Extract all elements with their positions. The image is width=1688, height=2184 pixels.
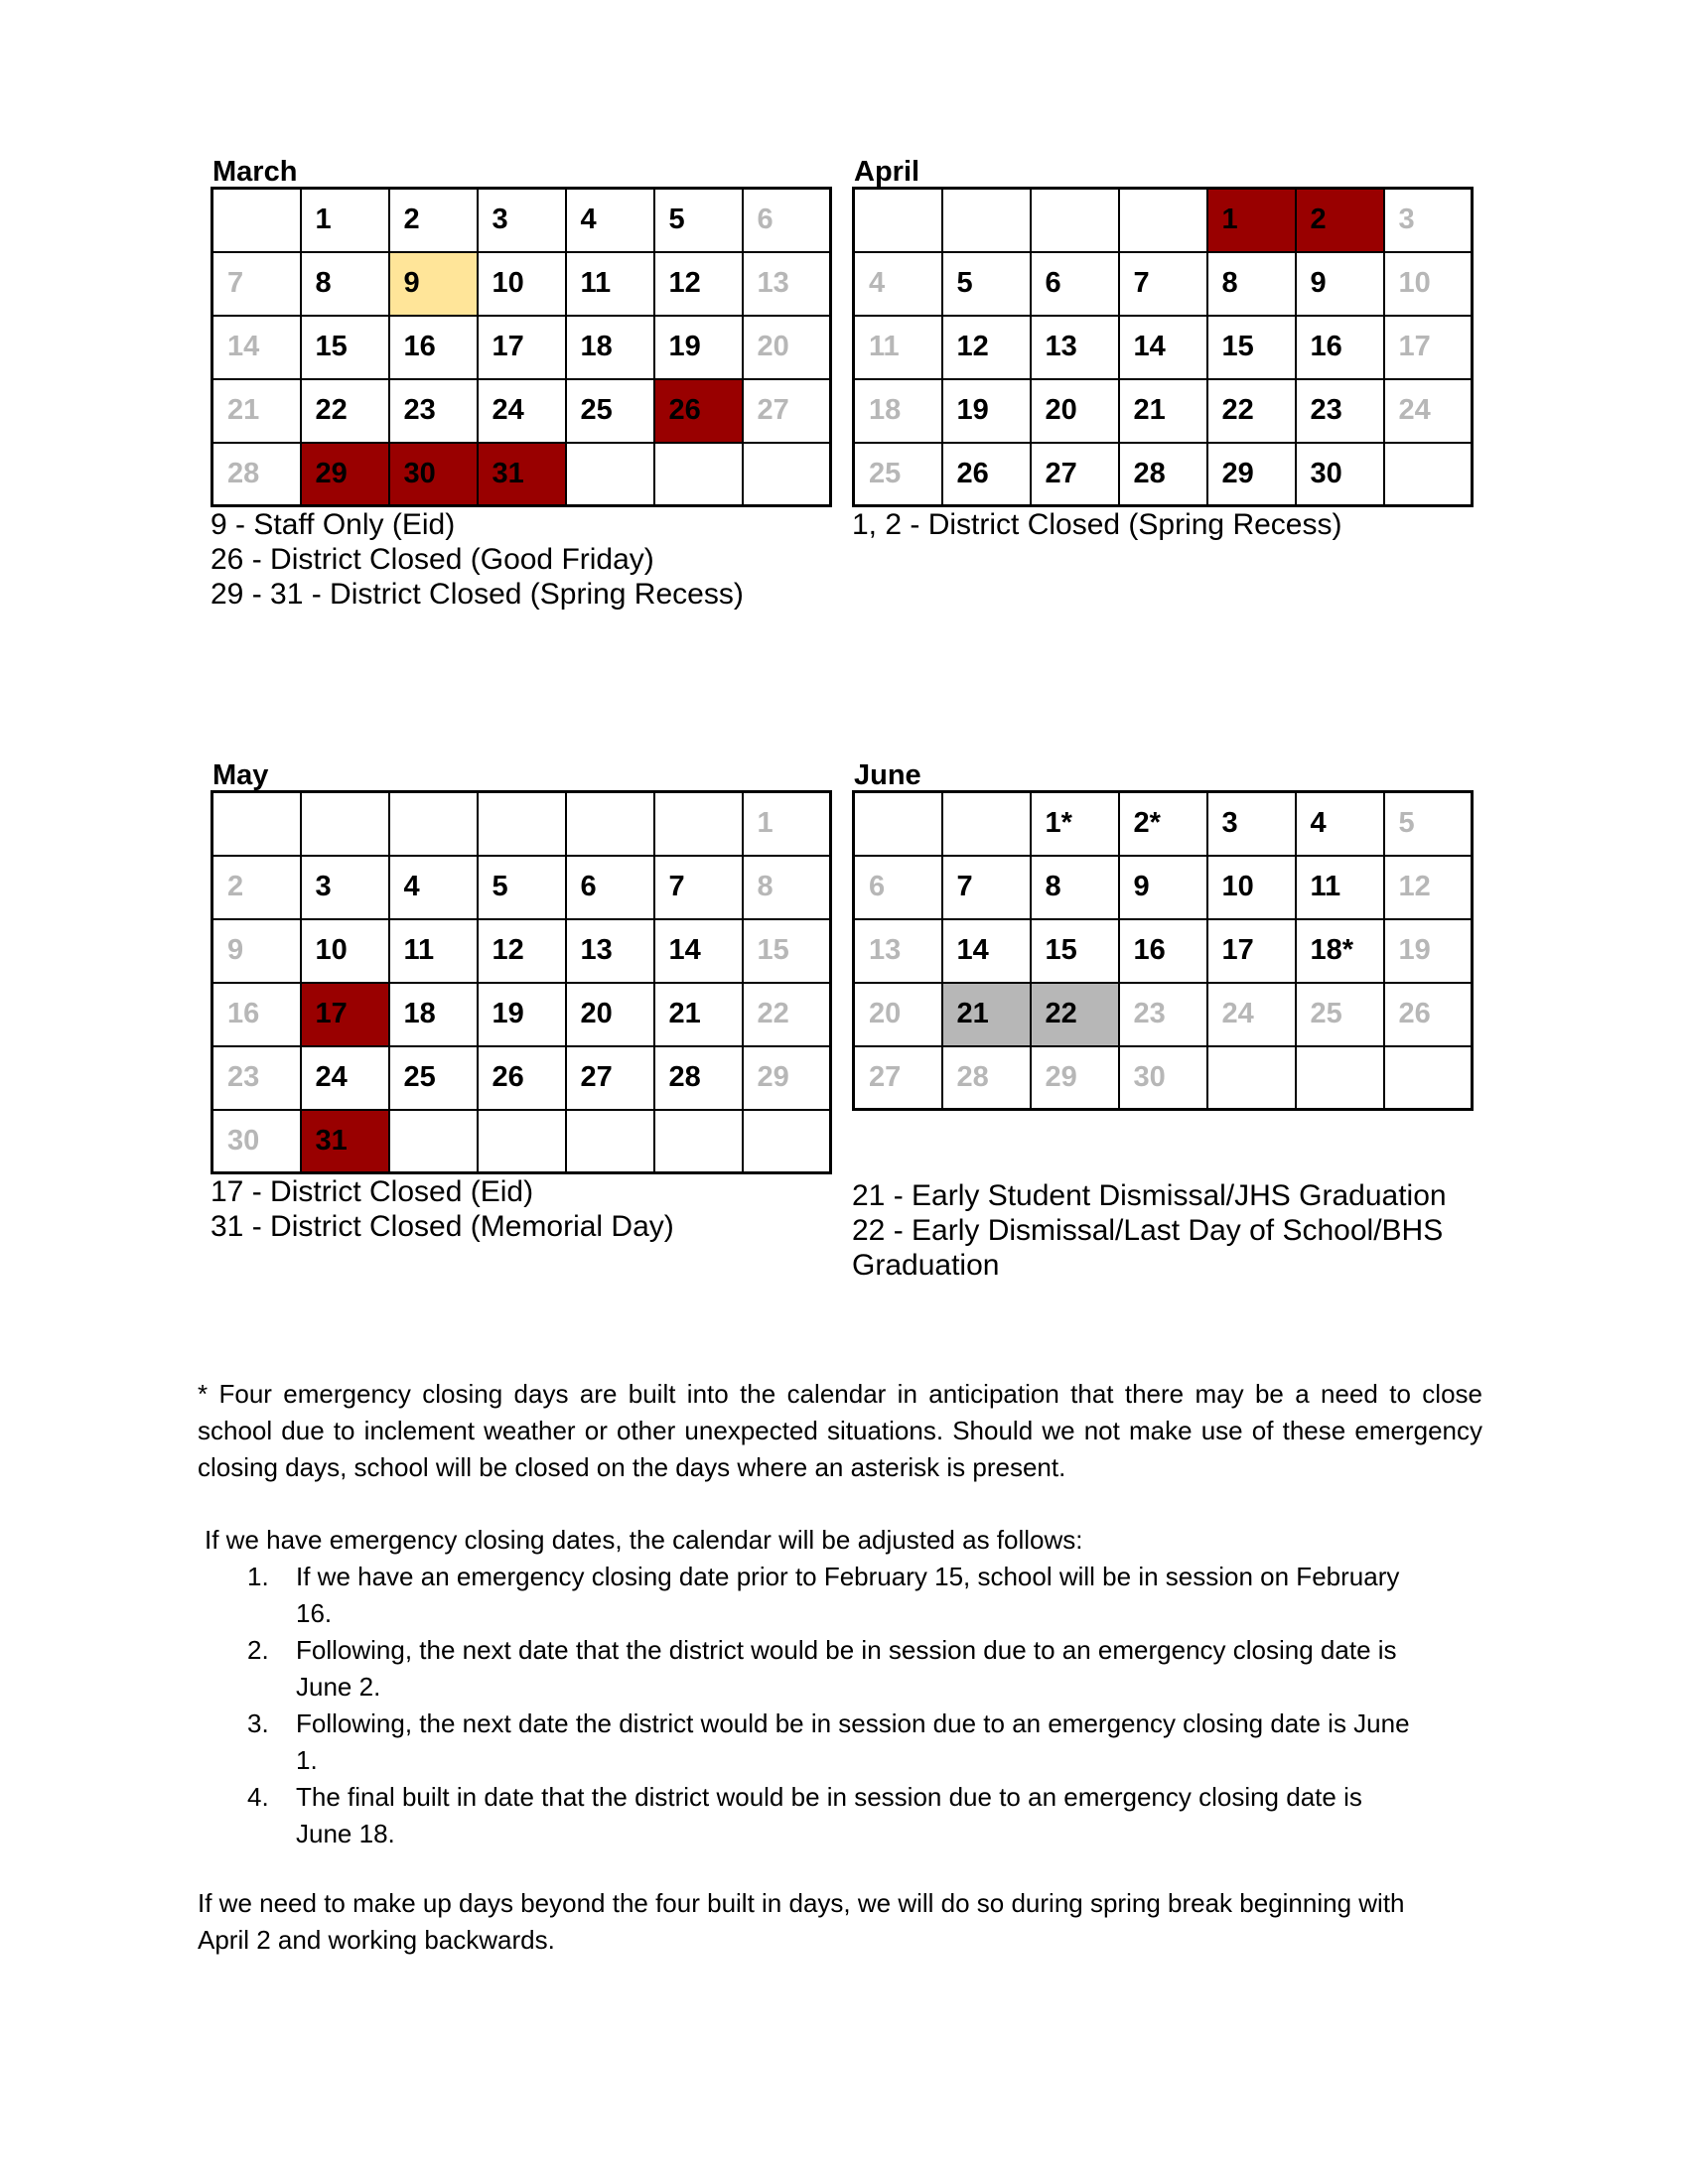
day-cell: 19 [654,316,743,379]
day-cell: 12 [478,919,566,983]
day-cell: 6 [854,856,942,919]
month-grid [852,790,1474,1111]
day-cell: 4 [1296,792,1384,856]
month-april [852,157,1474,542]
day-cell: 11 [854,316,942,379]
day-cell: 1* [1031,792,1119,856]
legend-line: 26 - District Closed (Good Friday) [211,543,654,576]
empty-day-cell [743,1110,831,1173]
day-cell: 11 [1296,856,1384,919]
day-cell: 3 [1207,792,1296,856]
day-cell: 31 [301,1110,389,1173]
day-cell: 10 [478,252,566,316]
day-cell: 27 [566,1046,654,1110]
day-cell: 4 [389,856,478,919]
week-row [854,316,1473,379]
day-cell: 16 [212,983,301,1046]
day-cell: 26 [942,443,1031,506]
empty-day-cell [301,792,389,856]
week-row [212,443,831,506]
day-cell: 26 [478,1046,566,1110]
list-number: 2. [247,1635,269,1665]
day-cell: 14 [212,316,301,379]
empty-day-cell [566,1110,654,1173]
empty-day-cell [1296,1046,1384,1110]
list-text-line: Following, the next date the district would be in session due to an emergency closing date is June [296,1708,1410,1738]
day-cell: 1 [743,792,831,856]
day-cell: 25 [389,1046,478,1110]
day-cell: 9 [212,919,301,983]
day-cell: 17 [478,316,566,379]
list-text-line: The final built in date that the district would be in session due to an emergency closing date is [296,1782,1362,1812]
day-cell: 4 [566,189,654,252]
day-cell: 19 [478,983,566,1046]
day-cell: 11 [566,252,654,316]
empty-day-cell [654,443,743,506]
empty-day-cell [212,189,301,252]
day-cell: 13 [566,919,654,983]
week-row [212,856,831,919]
list-number: 1. [247,1562,269,1591]
day-cell: 21 [942,983,1031,1046]
day-cell: 24 [1207,983,1296,1046]
list-item [198,1559,1488,1632]
empty-day-cell [942,189,1031,252]
legend-line: 31 - District Closed (Memorial Day) [211,1210,674,1243]
day-cell: 27 [743,379,831,443]
week-row [854,379,1473,443]
week-row [212,919,831,983]
month-title: May [212,759,269,791]
day-cell: 15 [1031,919,1119,983]
week-row [212,316,831,379]
empty-day-cell [1384,1046,1473,1110]
week-row [212,1110,831,1173]
day-cell: 29 [1031,1046,1119,1110]
day-cell: 25 [1296,983,1384,1046]
week-row [212,983,831,1046]
month-title: April [854,156,920,188]
day-cell: 15 [743,919,831,983]
day-cell: 3 [478,189,566,252]
list-text-line: Following, the next date that the district would be in session due to an emergency closing date is [296,1635,1397,1665]
week-row [854,252,1473,316]
list-text-line: 16. [296,1598,333,1628]
day-cell: 7 [654,856,743,919]
week-row [854,1046,1473,1110]
day-cell: 16 [389,316,478,379]
day-cell: 8 [743,856,831,919]
day-cell: 21 [654,983,743,1046]
day-cell: 7 [212,252,301,316]
empty-day-cell [1207,1046,1296,1110]
month-legend [211,1174,832,1244]
empty-day-cell [566,443,654,506]
day-cell: 6 [1031,252,1119,316]
empty-day-cell [854,792,942,856]
month-legend [852,507,1474,542]
day-cell: 28 [942,1046,1031,1110]
empty-day-cell [478,792,566,856]
day-cell: 17 [1384,316,1473,379]
week-row [212,189,831,252]
day-cell: 23 [389,379,478,443]
day-cell: 23 [212,1046,301,1110]
list-text-line: 1. [296,1745,318,1775]
day-cell: 15 [1207,316,1296,379]
day-cell: 10 [301,919,389,983]
day-cell: 26 [654,379,743,443]
month-title: June [854,759,921,791]
day-cell: 16 [1119,919,1207,983]
day-cell: 13 [1031,316,1119,379]
day-cell: 25 [566,379,654,443]
day-cell: 29 [743,1046,831,1110]
day-cell: 22 [743,983,831,1046]
day-cell: 24 [478,379,566,443]
day-cell: 5 [478,856,566,919]
empty-day-cell [1119,189,1207,252]
day-cell: 8 [1031,856,1119,919]
day-cell: 23 [1119,983,1207,1046]
day-cell: 6 [566,856,654,919]
week-row [212,1046,831,1110]
list-item [198,1706,1488,1779]
day-cell: 18* [1296,919,1384,983]
day-cell: 14 [654,919,743,983]
empty-day-cell [654,1110,743,1173]
empty-day-cell [854,189,942,252]
week-row [212,252,831,316]
day-cell: 12 [1384,856,1473,919]
empty-day-cell [743,443,831,506]
day-cell: 22 [1031,983,1119,1046]
empty-day-cell [1031,189,1119,252]
day-cell: 5 [942,252,1031,316]
month-march [211,157,832,612]
day-cell: 9 [1296,252,1384,316]
day-cell: 20 [743,316,831,379]
day-cell: 11 [389,919,478,983]
day-cell: 14 [1119,316,1207,379]
week-row [212,792,831,856]
day-cell: 27 [854,1046,942,1110]
day-cell: 16 [1296,316,1384,379]
legend-line: 22 - Early Dismissal/Last Day of School/BHS [852,1214,1444,1247]
day-cell: 8 [301,252,389,316]
week-row [854,189,1473,252]
day-cell: 18 [566,316,654,379]
day-cell: 24 [1384,379,1473,443]
day-cell: 2* [1119,792,1207,856]
day-cell: 24 [301,1046,389,1110]
day-cell: 29 [301,443,389,506]
day-cell: 8 [1207,252,1296,316]
month-legend [852,1178,1474,1283]
day-cell: 9 [389,252,478,316]
day-cell: 20 [1031,379,1119,443]
legend-line: 17 - District Closed (Eid) [211,1175,534,1208]
empty-day-cell [654,792,743,856]
list-text-line: If we have an emergency closing date prior to February 15, school will be in session on February [296,1562,1400,1591]
day-cell: 13 [743,252,831,316]
makeup-line: April 2 and working backwards. [198,1925,555,1955]
list-number: 4. [247,1782,269,1812]
day-cell: 22 [301,379,389,443]
day-cell: 13 [854,919,942,983]
day-cell: 2 [212,856,301,919]
day-cell: 21 [212,379,301,443]
adjust-intro: If we have emergency closing dates, the calendar will be adjusted as follows: [205,1525,1083,1555]
day-cell: 12 [942,316,1031,379]
month-june [852,760,1474,1283]
day-cell: 31 [478,443,566,506]
day-cell: 20 [854,983,942,1046]
legend-line: 21 - Early Student Dismissal/JHS Graduation [852,1179,1447,1212]
month-grid [211,187,832,507]
day-cell: 7 [1119,252,1207,316]
empty-day-cell [942,792,1031,856]
day-cell: 1 [1207,189,1296,252]
day-cell: 28 [212,443,301,506]
day-cell: 9 [1119,856,1207,919]
day-cell: 19 [1384,919,1473,983]
list-item [198,1779,1488,1852]
day-cell: 17 [301,983,389,1046]
day-cell: 14 [942,919,1031,983]
empty-day-cell [566,792,654,856]
week-row [854,856,1473,919]
day-cell: 28 [654,1046,743,1110]
day-cell: 7 [942,856,1031,919]
day-cell: 20 [566,983,654,1046]
week-row [854,919,1473,983]
empty-day-cell [389,792,478,856]
list-number: 3. [247,1708,269,1738]
day-cell: 2 [389,189,478,252]
day-cell: 30 [212,1110,301,1173]
day-cell: 23 [1296,379,1384,443]
empty-day-cell [478,1110,566,1173]
day-cell: 29 [1207,443,1296,506]
day-cell: 27 [1031,443,1119,506]
empty-day-cell [1384,443,1473,506]
day-cell: 6 [743,189,831,252]
day-cell: 19 [942,379,1031,443]
month-legend [211,507,832,612]
day-cell: 12 [654,252,743,316]
month-title: March [212,156,298,188]
day-cell: 5 [1384,792,1473,856]
legend-line: 29 - 31 - District Closed (Spring Recess) [211,578,744,611]
month-grid [211,790,832,1174]
day-cell: 30 [1296,443,1384,506]
day-cell: 26 [1384,983,1473,1046]
makeup-note [198,1885,1488,1959]
day-cell: 21 [1119,379,1207,443]
day-cell: 28 [1119,443,1207,506]
month-grid [852,187,1474,507]
day-cell: 18 [389,983,478,1046]
adjust-rules-list [198,1559,1488,1852]
day-cell: 4 [854,252,942,316]
day-cell: 30 [389,443,478,506]
week-row [854,792,1473,856]
day-cell: 25 [854,443,942,506]
week-row [854,443,1473,506]
day-cell: 2 [1296,189,1384,252]
list-text-line: June 2. [296,1672,381,1702]
day-cell: 15 [301,316,389,379]
week-row [212,379,831,443]
day-cell: 30 [1119,1046,1207,1110]
day-cell: 10 [1207,856,1296,919]
day-cell: 18 [854,379,942,443]
legend-line: 1, 2 - District Closed (Spring Recess) [852,508,1342,541]
legend-line: Graduation [852,1249,1000,1282]
day-cell: 17 [1207,919,1296,983]
day-cell: 5 [654,189,743,252]
week-row [854,983,1473,1046]
list-item [198,1632,1488,1706]
makeup-line: If we need to make up days beyond the four built in days, we will do so during spring break beginning with [198,1888,1405,1918]
day-cell: 1 [301,189,389,252]
day-cell: 22 [1207,379,1296,443]
legend-line: 9 - Staff Only (Eid) [211,508,456,541]
empty-day-cell [389,1110,478,1173]
day-cell: 3 [301,856,389,919]
day-cell: 10 [1384,252,1473,316]
month-may [211,760,832,1244]
list-text-line: June 18. [296,1819,395,1848]
day-cell: 3 [1384,189,1473,252]
emergency-note: * Four emergency closing days are built into the calendar in anticipation that there may be a need to close school due to inclement weather or other unexpected situations. Should we not make use of these emergency closing days, school will be closed on the days where an asterisk is present. [198,1379,1482,1482]
empty-day-cell [212,792,301,856]
